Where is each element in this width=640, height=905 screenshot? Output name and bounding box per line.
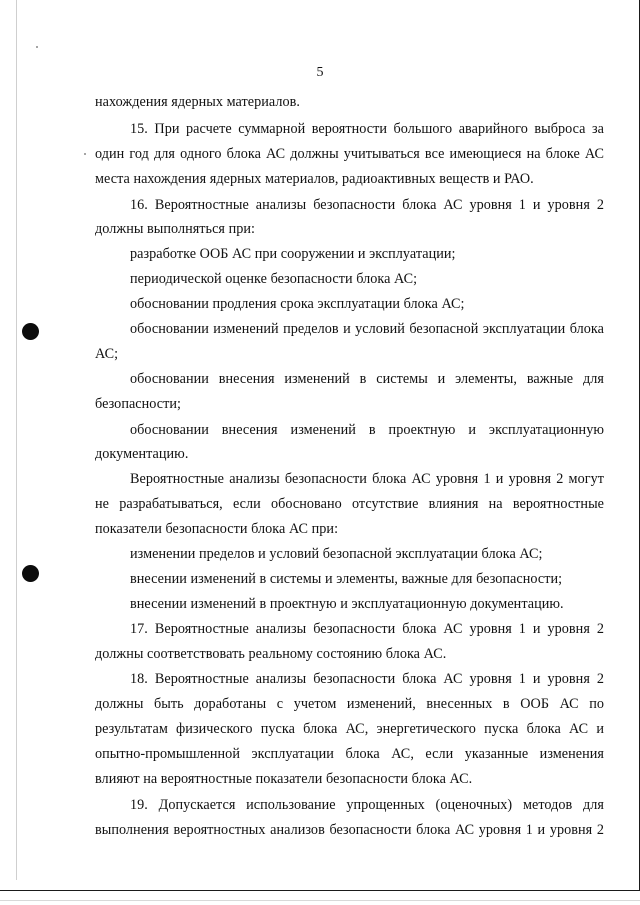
scan-speck bbox=[36, 46, 38, 48]
list-item: периодической оценке безопасности блока АС; bbox=[130, 271, 418, 287]
text-line: 15. При расчете суммарной вероятности большого аварийного выброса за bbox=[130, 121, 604, 137]
list-item: обосновании внесения изменений в системы и элементы, важные для bbox=[130, 371, 604, 387]
scan-edge-left bbox=[16, 0, 17, 880]
list-item: разработке ООБ АС при сооружении и эксплуатации; bbox=[130, 246, 456, 262]
punch-hole-icon bbox=[22, 323, 39, 340]
page-number: 5 bbox=[316, 65, 324, 80]
text-line: один год для одного блока АС должны учитываться все имеющиеся на блоке АС bbox=[95, 146, 604, 162]
text-line: должны выполняться при: bbox=[95, 221, 256, 237]
text-line: должны соответствовать реальному состоянию блока АС. bbox=[95, 646, 447, 662]
text-line: показатели безопасности блока АС при: bbox=[95, 521, 339, 537]
text-line: должны быть доработаны с учетом изменений, внесенных в ООБ АС по bbox=[95, 696, 604, 712]
scan-speck bbox=[84, 153, 86, 155]
text-line: влияют на вероятностные показатели безопасности блока АС. bbox=[95, 771, 473, 787]
list-item: изменении пределов и условий безопасной эксплуатации блока АС; bbox=[130, 546, 543, 562]
text-line: 19. Допускается использование упрощенных (оценочных) методов для bbox=[130, 797, 604, 813]
list-item: обосновании изменений пределов и условий безопасной эксплуатации блока bbox=[130, 321, 604, 337]
list-item: внесении изменений в системы и элементы, важные для безопасности; bbox=[130, 571, 563, 587]
text-line: опытно-промышленной эксплуатации блока АС, если указанные изменения bbox=[95, 746, 604, 762]
text-line: места нахождения ядерных материалов, радиоактивных веществ и РАО. bbox=[95, 171, 534, 187]
punch-hole-icon bbox=[22, 565, 39, 582]
text-line: 18. Вероятностные анализы безопасности блока АС уровня 1 и уровня 2 bbox=[130, 671, 604, 687]
list-item: обосновании продления срока эксплуатации блока АС; bbox=[130, 296, 465, 312]
text-line: документацию. bbox=[95, 446, 189, 462]
text-line: 17. Вероятностные анализы безопасности блока АС уровня 1 и уровня 2 bbox=[130, 621, 604, 637]
text-line: нахождения ядерных материалов. bbox=[95, 94, 300, 110]
text-line: результатам физического пуска блока АС, энергетического пуска блока АС и bbox=[95, 721, 604, 737]
list-item: обосновании внесения изменений в проектную и эксплуатационную bbox=[130, 422, 604, 438]
text-line: Вероятностные анализы безопасности блока АС уровня 1 и уровня 2 могут bbox=[130, 471, 604, 487]
text-line: АС; bbox=[95, 346, 119, 362]
text-line: не разрабатываться, если обосновано отсутствие влияния на вероятностные bbox=[95, 496, 604, 512]
scan-edge-bottom-faint bbox=[0, 900, 640, 901]
text-line: 16. Вероятностные анализы безопасности блока АС уровня 1 и уровня 2 bbox=[130, 197, 604, 213]
text-line: безопасности; bbox=[95, 396, 182, 412]
text-line: выполнения вероятностных анализов безопасности блока АС уровня 1 и уровня 2 bbox=[95, 822, 604, 838]
scan-edge-bottom bbox=[0, 890, 640, 891]
list-item: внесении изменений в проектную и эксплуатационную документацию. bbox=[130, 596, 564, 612]
